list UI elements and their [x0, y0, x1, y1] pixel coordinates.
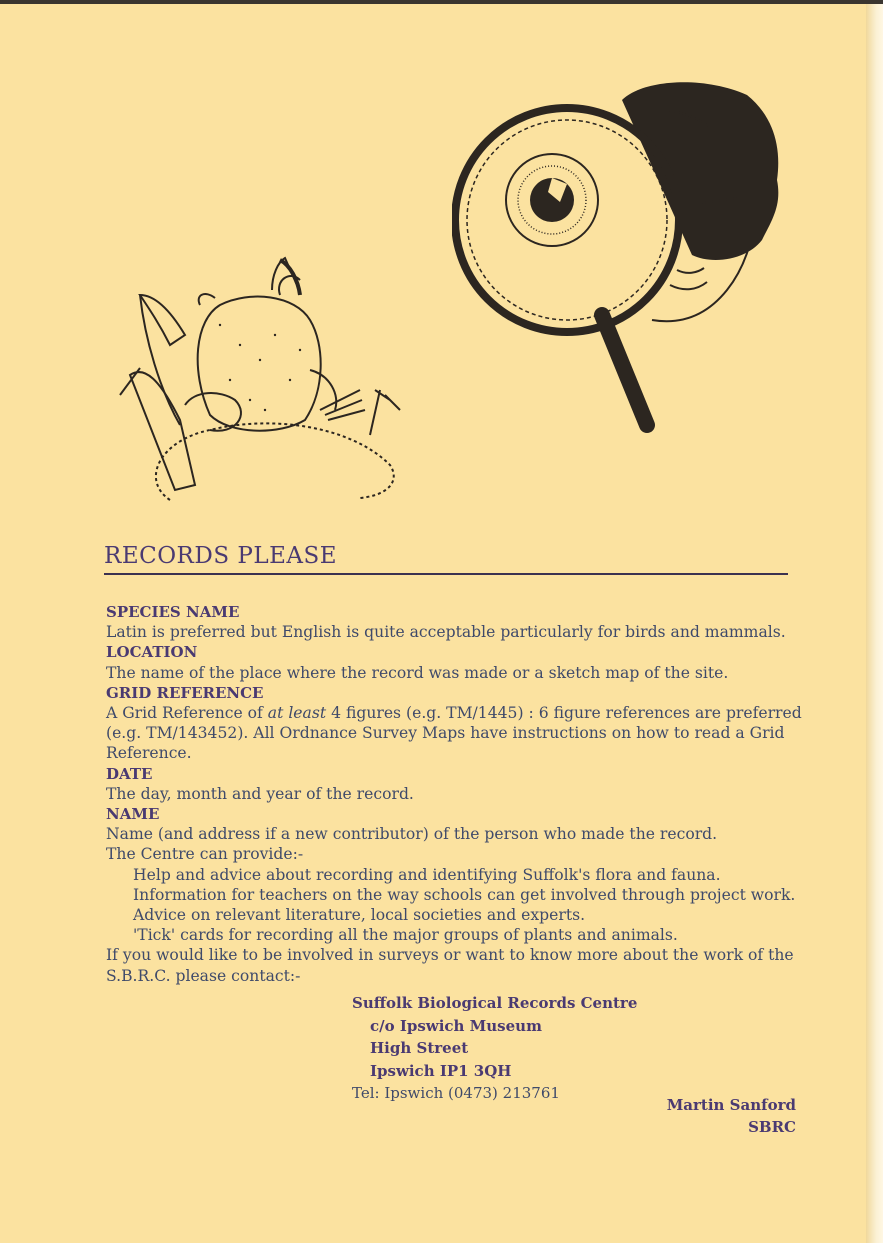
signature: [667, 1094, 796, 1138]
name-text: Name (and address if a new contributor) of the person who made the record.: [106, 825, 718, 844]
species-text: Latin is preferred but English is quite acceptable particularly for birds and mammals.: [106, 623, 786, 642]
location-label: LOCATION: [106, 643, 198, 662]
signature-name: Martin Sanford: [666, 1096, 796, 1114]
date-label: DATE: [106, 764, 153, 783]
name-label: NAME: [106, 805, 160, 824]
species-label: SPECIES NAME: [106, 603, 240, 621]
grid-text: [106, 703, 806, 764]
grid-text-before: A Grid Reference of: [106, 704, 268, 723]
location-text: The name of the place where the record was made or a sketch map of the site.: [106, 663, 729, 682]
address-line: Suffolk Biological Records Centre: [352, 994, 638, 1012]
address-line: c/o Ipswich Museum: [370, 1016, 542, 1035]
address-line: Ipswich IP1 3QH: [370, 1061, 512, 1080]
page-top-edge: [0, 0, 883, 4]
centre-item: Information for teachers on the way schools can get involved through project work.: [133, 885, 796, 904]
address-block: [352, 992, 637, 1105]
magnifying-glass-illustration: [452, 80, 792, 440]
contact-text: If you would like to be involved in surveys or want to know more about the work of the S.B.R.C. please contact:-: [106, 946, 794, 985]
centre-item: 'Tick' cards for recording all the major groups of plants and animals.: [133, 926, 678, 945]
grid-label: GRID REFERENCE: [106, 683, 264, 702]
grid-text-after: 4 figures (e.g. TM/1445) : 6 figure references are preferred (e.g. TM/143452). All Ordnance Survey Maps have instructions on how to read a Grid Reference.: [106, 704, 802, 763]
centre-intro: The Centre can provide:-: [106, 845, 304, 864]
page-edge: [866, 0, 883, 1243]
centre-item: Advice on relevant literature, local societies and experts.: [133, 906, 586, 925]
telephone: Tel: Ipswich (0473) 213761: [352, 1084, 560, 1102]
centre-item: Help and advice about recording and identifying Suffolk's flora and fauna.: [133, 865, 721, 884]
records-body: [106, 602, 806, 986]
section-heading: RECORDS PLEASE: [104, 543, 788, 575]
date-text: The day, month and year of the record.: [106, 784, 414, 803]
grid-emphasis: at least: [267, 704, 327, 723]
address-line: High Street: [370, 1039, 469, 1057]
frog-illustration: [100, 250, 410, 505]
signature-org: SBRC: [748, 1118, 796, 1136]
